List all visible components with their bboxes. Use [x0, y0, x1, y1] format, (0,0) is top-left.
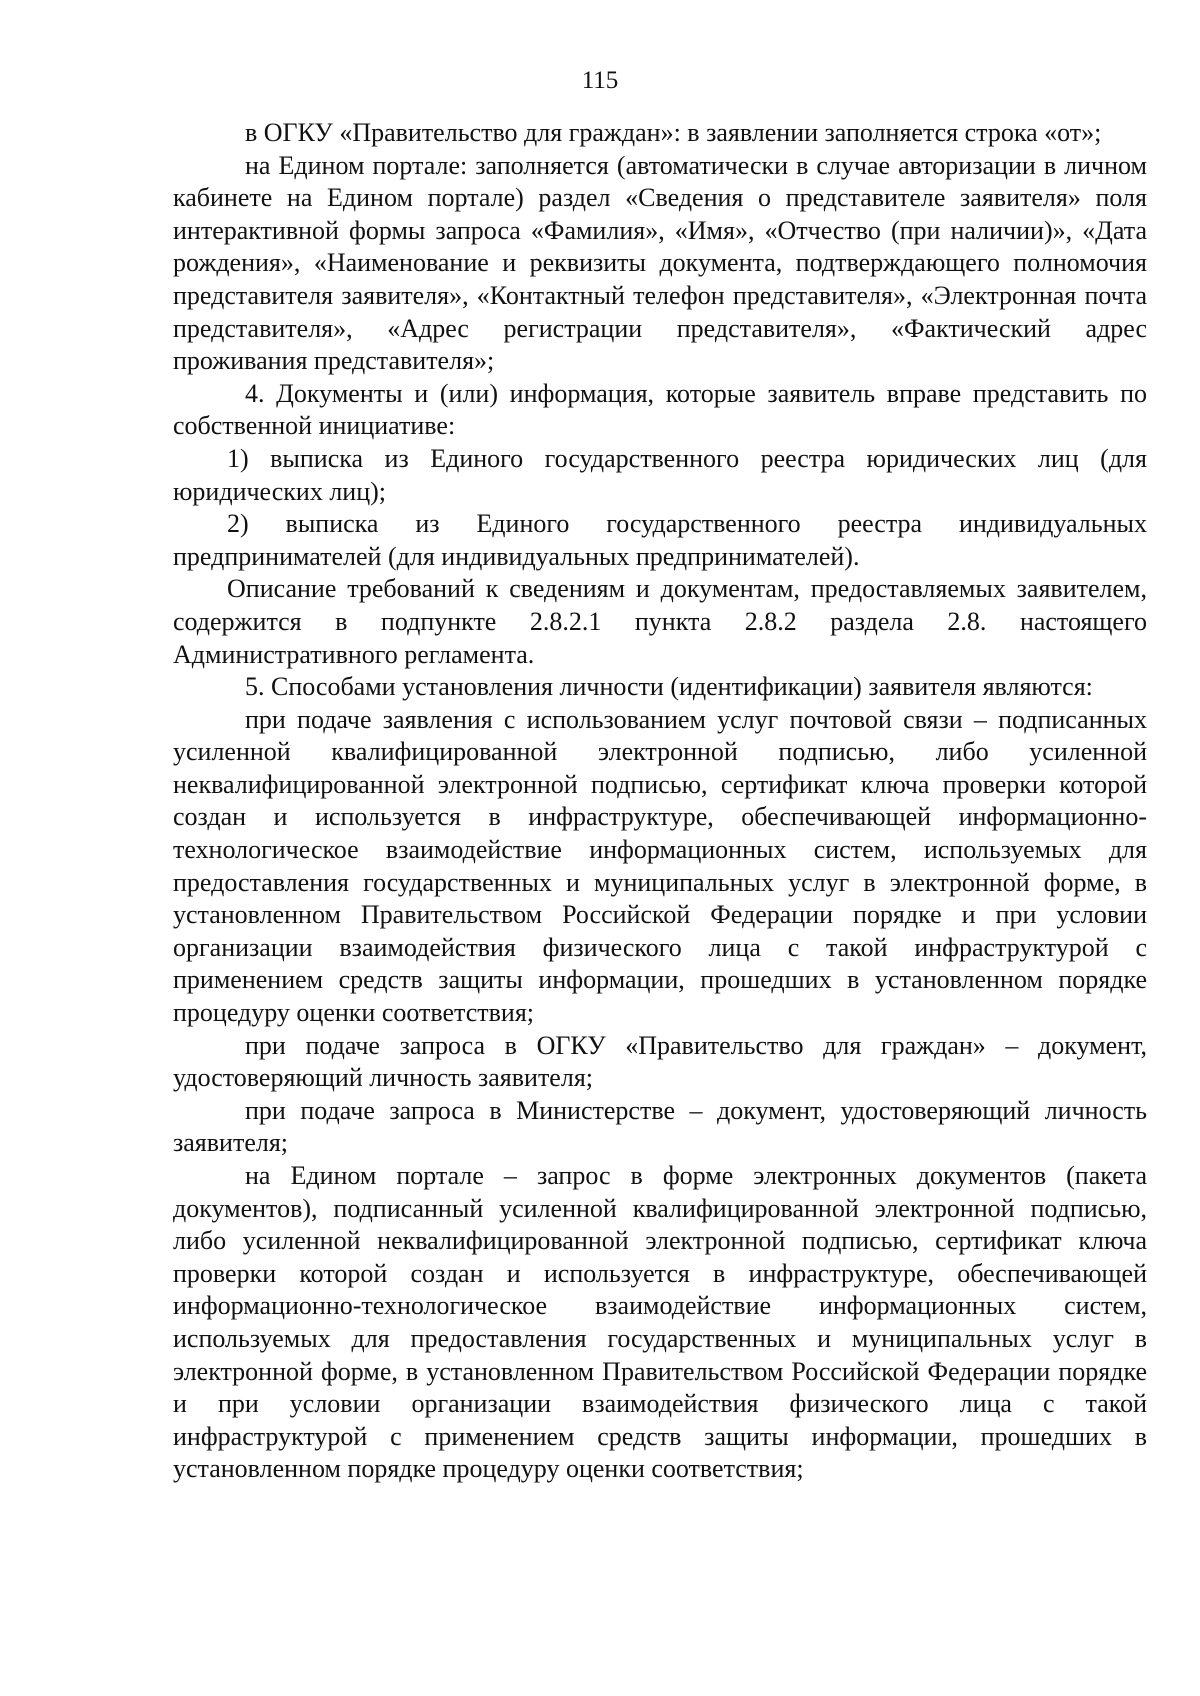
document-body: [173, 117, 1147, 1486]
paragraph-unified-portal-representative: на Едином портале: заполняется (автоматически в случае авторизации в личном кабинете на Едином портале) раздел «Сведения о представителе заявителя» поля интерактивной формы запроса «Фамилия», «Имя», «Отчество (при наличии)», «Дата рождения», «Наименование и реквизиты документа, подтверждающего полномочия представителя заявителя», «Контактный телефон представителя», «Электронная почта представителя», «Адрес регистрации представителя», «Фактический адрес проживания представителя»;: [173, 150, 1147, 376]
paragraph-requirements-description: Описание требований к сведениям и документам, предоставляемых заявителем, содержится в подпункте 2.8.2.1 пункта 2.8.2 раздела 2.8. настоящего Административного регламента.: [173, 574, 1147, 669]
paragraph-item-1-legal-entities: 1) выписка из Единого государственного реестра юридических лиц (для юридических лиц);: [173, 443, 1147, 506]
paragraph-postal-submission: при подаче заявления с использованием услуг почтовой связи – подписанных усиленной квалифицированной электронной подписью, либо усиленной неквалифицированной электронной подписью, сертификат ключа проверки которой создан и используется в инфраструктуре, обеспечивающей информационно-технологическое взаимодействие информационных систем, используемых для предоставления государственных и муниципальных услуг в электронной форме, в установленном Правительством Российской Федерации порядке и при условии организации взаимодействия физического лица с такой инфраструктурой с применением средств защиты информации, прошедших в установленном порядке процедуру оценки соответствия;: [173, 704, 1147, 1028]
paragraph-unified-portal-submission: на Едином портале – запрос в форме электронных документов (пакета документов), подписанный усиленной квалифицированной электронной подписью, либо усиленной неквалифицированной электронной подписью, сертификат ключа проверки которой создан и используется в инфраструктуре, обеспечивающей информационно-технологическое взаимодействие информационных систем, используемых для предоставления государственных и муниципальных услуг в электронной форме, в установленном Правительством Российской Федерации порядке и при условии организации взаимодействия физического лица с такой инфраструктурой с применением средств защиты информации, прошедших в установленном порядке процедуру оценки соответствия;: [173, 1161, 1147, 1484]
paragraph-point-4-documents: 4. Документы и (или) информация, которые заявитель вправе представить по собственной инициативе:: [173, 378, 1147, 441]
paragraph-ogku-from-line: в ОГКУ «Правительство для граждан»: в заявлении заполняется строка «от»;: [245, 118, 1102, 147]
paragraph-point-5-identification: 5. Способами установления личности (идентификации) заявителя являются:: [245, 672, 1093, 702]
page-number: 115: [581, 67, 619, 94]
paragraph-ministry-submission: при подаче запроса в Министерстве – документ, удостоверяющий личность заявителя;: [173, 1095, 1147, 1158]
paragraph-ogku-submission: при подаче запроса в ОГКУ «Правительство для граждан» – документ, удостоверяющий личность заявителя;: [173, 1030, 1147, 1093]
paragraph-item-2-entrepreneurs: 2) выписка из Единого государственного реестра индивидуальных предпринимателей (для индивидуальных предпринимателей).: [173, 509, 1147, 571]
